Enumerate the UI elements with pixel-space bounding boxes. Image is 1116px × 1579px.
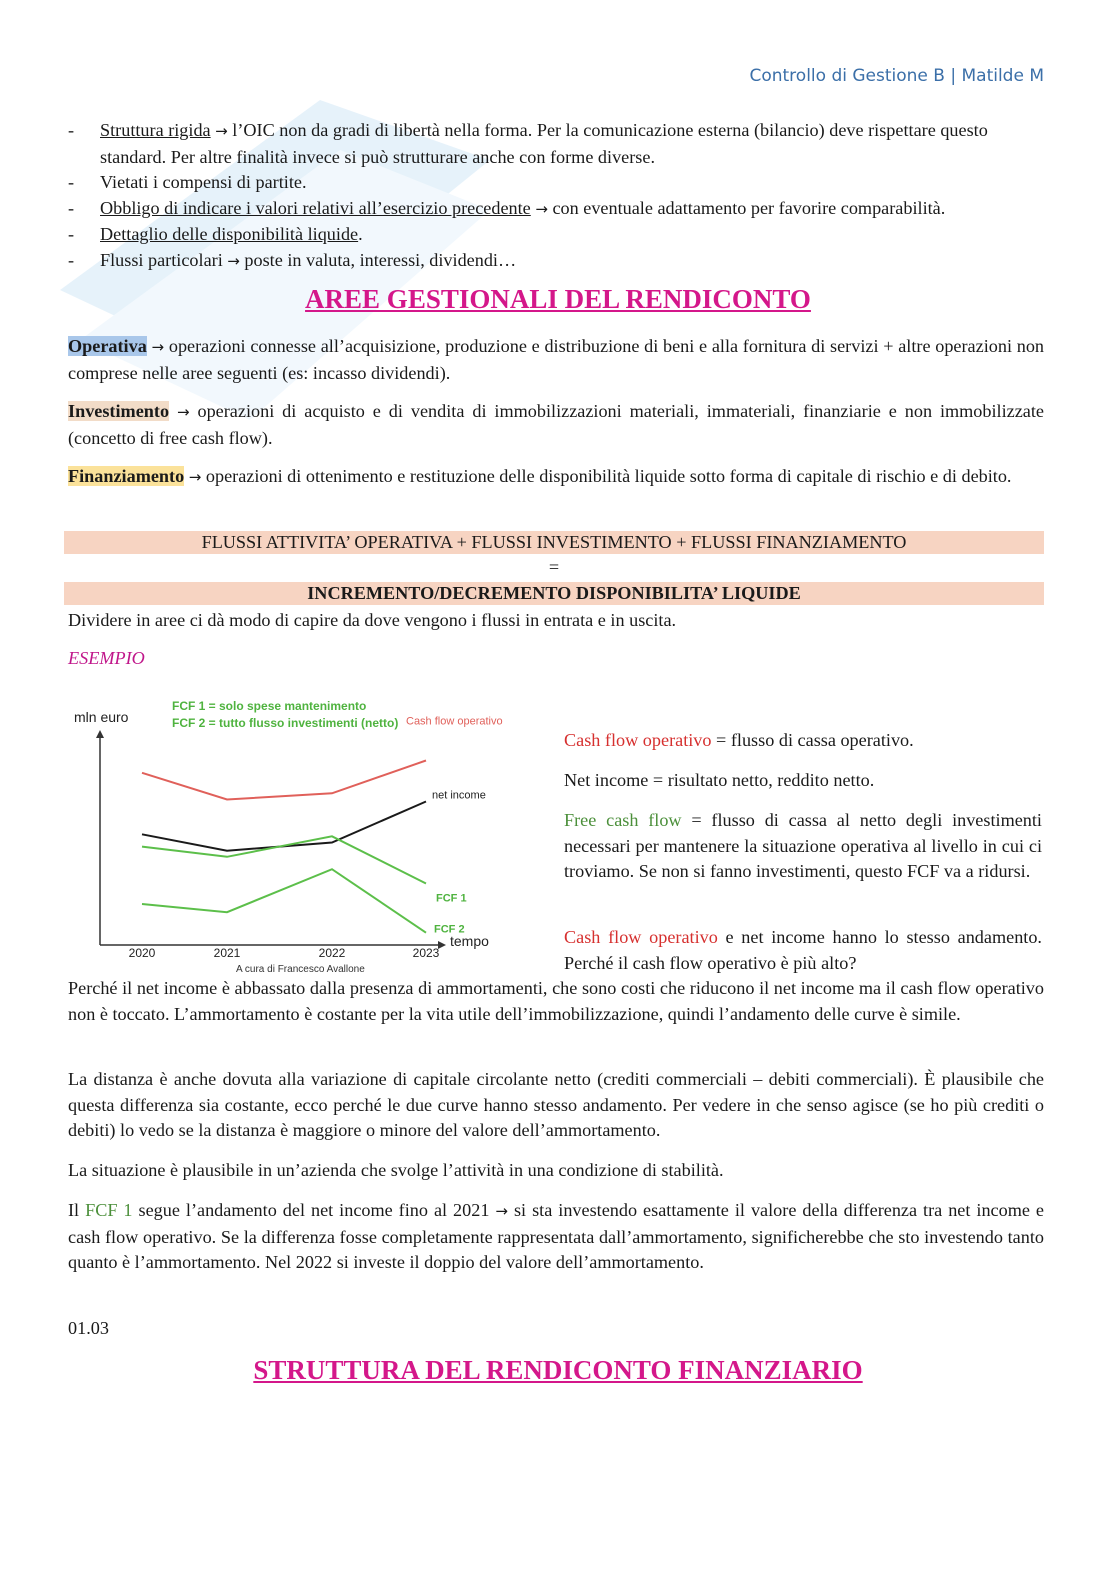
arrow-icon: →	[151, 338, 165, 356]
definition-free-cash-flow: Free cash flow = flusso di cassa al netto degli investimenti necessari per mantenere la situazione operativa al livello in cui ci troviamo. Se non si fanno investimenti, questo FCF va a ridursi.	[564, 810, 1042, 881]
x-axis-label: tempo	[450, 933, 489, 949]
series-line-cash-flow-operativo	[142, 761, 426, 800]
area-operativa: Operativa → operazioni connesse all’acquisizione, produzione e distribuzione di beni e alla fornitura di servizi + altre operazioni non comprese nelle aree seguenti (es: incasso dividendi).	[68, 336, 1045, 383]
series-line-net-income	[142, 802, 426, 851]
series-label: Cash flow operativo	[406, 715, 503, 728]
series-label: FCF 1	[436, 892, 467, 905]
formula-note: Dividere in aree ci dà modo di capire da dove vengono i flussi in entrata e in uscita.	[68, 610, 677, 630]
arrow-icon: →	[176, 403, 190, 421]
definition-cash-flow: Cash flow operativo = flusso di cassa operativo.	[564, 730, 914, 750]
list-item: - Flussi particolari → poste in valuta, interessi, dividendi…	[68, 249, 517, 270]
area-investimento: Investimento → operazioni di acquisto e di vendita di immobilizzazioni materiali, immateriali, finanziarie e non immobilizzate (concetto di free cash flow).	[68, 401, 1045, 448]
arrow-icon: →	[188, 468, 202, 486]
list-item: - Vietati i compensi di partite.	[68, 172, 307, 192]
paragraph: Il FCF 1 segue l’andamento del net income fino al 2021 → si sta investendo esattamente il valore della differenza tra net income e cash flow operativo. Se la differenza fosse completamente rappresentata dall’ammortamento, significherebbe che sto investendo tanto quanto è l’ammortamento. Nel 2022 si investe il doppio del valore dell’ammortamento.	[68, 1200, 1044, 1272]
paragraph: La situazione è plausibile in un’azienda che svolge l’attività in una condizione di stabilità.	[68, 1160, 724, 1180]
x-tick-label: 2021	[213, 946, 241, 960]
bullet-list	[68, 118, 1044, 274]
formula-line-2: INCREMENTO/DECREMENTO DISPONIBILITA’ LIQUIDE	[307, 583, 801, 603]
paragraph: Perché il net income è abbassato dalla presenza di ammortamenti, che sono costi che riducono il net income ma il cash flow operativo non è toccato. L’ammortamento è costante per la vita utile dell’immobilizzazione, quindi l’andamento delle curve è simile.	[68, 978, 1044, 1024]
y-axis-arrow-icon	[96, 730, 104, 738]
arrow-icon: →	[495, 1202, 508, 1220]
series-label: net income	[432, 789, 486, 802]
x-tick-label: 2022	[318, 946, 346, 960]
legend-note: FCF 2 = tutto flusso investimenti (netto)	[172, 716, 399, 730]
series-line-fcf-2	[142, 869, 426, 933]
arrow-icon: →	[535, 199, 548, 218]
list-item: - Obbligo di indicare i valori relativi all’esercizio precedente → con eventuale adattamento per favorire comparabilità.	[68, 197, 946, 218]
example-label: ESEMPIO	[68, 648, 145, 668]
page-header: Controllo di Gestione B | Matilde M	[749, 66, 1044, 86]
paragraph: La distanza è anche dovuta alla variazione di capitale circolante netto (crediti commerciali – debiti commerciali). È plausibile che questa differenza sia costante, ecco perché le due curve hanno stesso andamento. Per vedere in che senso agisce (se ho più crediti o debiti) lo vedo se la distanza è maggiore o minore del valore dell’ammortamento.	[68, 1069, 1044, 1140]
series-label: FCF 2	[434, 923, 465, 936]
list-item: - Dettaglio delle disponibilità liquide.	[68, 224, 363, 244]
x-tick-label: 2020	[128, 946, 156, 960]
chart-credit: A cura di Francesco Avallone	[236, 964, 365, 975]
formula-line-1: FLUSSI ATTIVITA’ OPERATIVA + FLUSSI INVESTIMENTO + FLUSSI FINANZIAMENTO	[201, 532, 907, 552]
cash-flow-chart	[64, 690, 554, 980]
arrow-icon: →	[215, 122, 228, 140]
section-title: AREE GESTIONALI DEL RENDICONTO	[305, 284, 811, 314]
y-axis-label: mln euro	[74, 709, 129, 725]
x-tick-label: 2023	[412, 946, 440, 960]
section-title: STRUTTURA DEL RENDICONTO FINANZIARIO	[253, 1355, 863, 1385]
definition-net-income: Net income = risultato netto, reddito netto.	[564, 770, 875, 790]
area-finanziamento: Finanziamento → operazioni di ottenimento e restituzione delle disponibilità liquide sotto forma di capitale di rischio e di debito.	[68, 466, 1012, 486]
cash-flow-comparison: Cash flow operativo e net income hanno lo stesso andamento. Perché il cash flow operativo è più alto?	[564, 927, 1042, 973]
formula-equals: =	[548, 557, 560, 577]
list-item: - Struttura rigida → l’OIC non da gradi di libertà nella forma. Per la comunicazione esterna (bilancio) deve rispettare questo standard. Per altre finalità invece si può strutturare anche con forme diverse.	[68, 120, 988, 167]
arrow-icon: →	[227, 251, 240, 270]
legend-note: FCF 1 = solo spese mantenimento	[172, 699, 367, 713]
date-label: 01.03	[68, 1318, 109, 1338]
